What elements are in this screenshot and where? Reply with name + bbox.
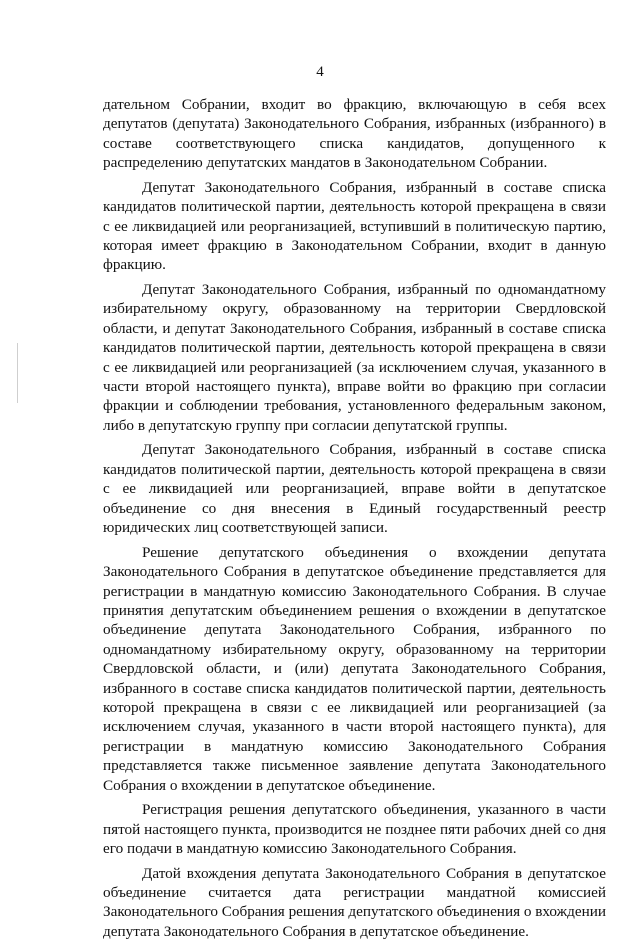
paragraph-continuation: дательном Собрании, входит во фракцию, включающую в себя всех депутатов (депутата) Законодательного Собрания, избранных (избранного) в составе соответствующего списка кандидатов, допущенного к распределению депутатских мандатов в Законодательном Собрании. [103,96,606,172]
paragraph-party-list-deputy: Депутат Законодательного Собрания, избранный в составе списка кандидатов политической партии, деятельность которой прекращена в связи с ее ликвидацией или реорганизацией, вправе войти в депутатское объединение со дня внесения в Единый государственный реестр юридических лиц соответствующей записи. [103,441,606,537]
paragraph-faction-party-deputy: Депутат Законодательного Собрания, избранный в составе списка кандидатов политической партии, деятельность которой прекращена в связи с ее ликвидацией или реорганизацией, вступивший в политическую партию, которая имеет фракцию в Законодательном Собрании, входит в данную фракцию. [103,178,606,274]
document-body [103,95,606,946]
paragraph-association-decision: Решение депутатского объединения о вхождении депутата Законодательного Собрания в депутатское объединение представляется для регистрации в мандатную комиссию Законодательного Собрания. В случае принятия депутатским объединением решения о вхождении в депутатское объединение депутата Законодательного Собрания, избранного по одномандатному избирательному округу, образованному на территории Свердловской области, и (или) депутата Законодательного Собрания, избранного в составе списка кандидатов политической партии, деятельность которой прекращена в связи с ее ликвидацией или реорганизацией (за исключением случая, указанного в части второй настоящего пункта), для регистрации в мандатную комиссию Законодательного Собрания представляется также письменное заявление депутата Законодательного Собрания о вхождении в депутатское объединение. [103,543,606,794]
paragraph-entry-date: Датой вхождения депутата Законодательного Собрания в депутатское объединение считается дата регистрации мандатной комиссией Законодательного Собрания решения депутатского объединения о вхождении депутата Законодательного Собрания в депутатское объединение. [103,864,606,940]
paragraph-single-mandate-deputy: Депутат Законодательного Собрания, избранный по одномандатному избирательному округу, образованному на территории Свердловской области, и депутат Законодательного Собрания, избранный в составе списка кандидатов политической партии, деятельность которой прекращена в связи с ее ликвидацией или реорганизацией (за исключением случая, указанного в части второй настоящего пункта), вправе войти во фракцию при согласии фракции и соблюдении требования, установленного федеральным законом, либо в депутатскую группу при согласии депутатской группы. [103,281,606,434]
page-number: 4 [316,64,324,80]
scan-margin-mark [17,343,18,403]
paragraph-registration-deadline: Регистрация решения депутатского объединения, указанного в части пятой настоящего пункта, производится не позднее пяти рабочих дней со дня его подачи в мандатную комиссию Законодательного Собрания. [103,801,606,857]
